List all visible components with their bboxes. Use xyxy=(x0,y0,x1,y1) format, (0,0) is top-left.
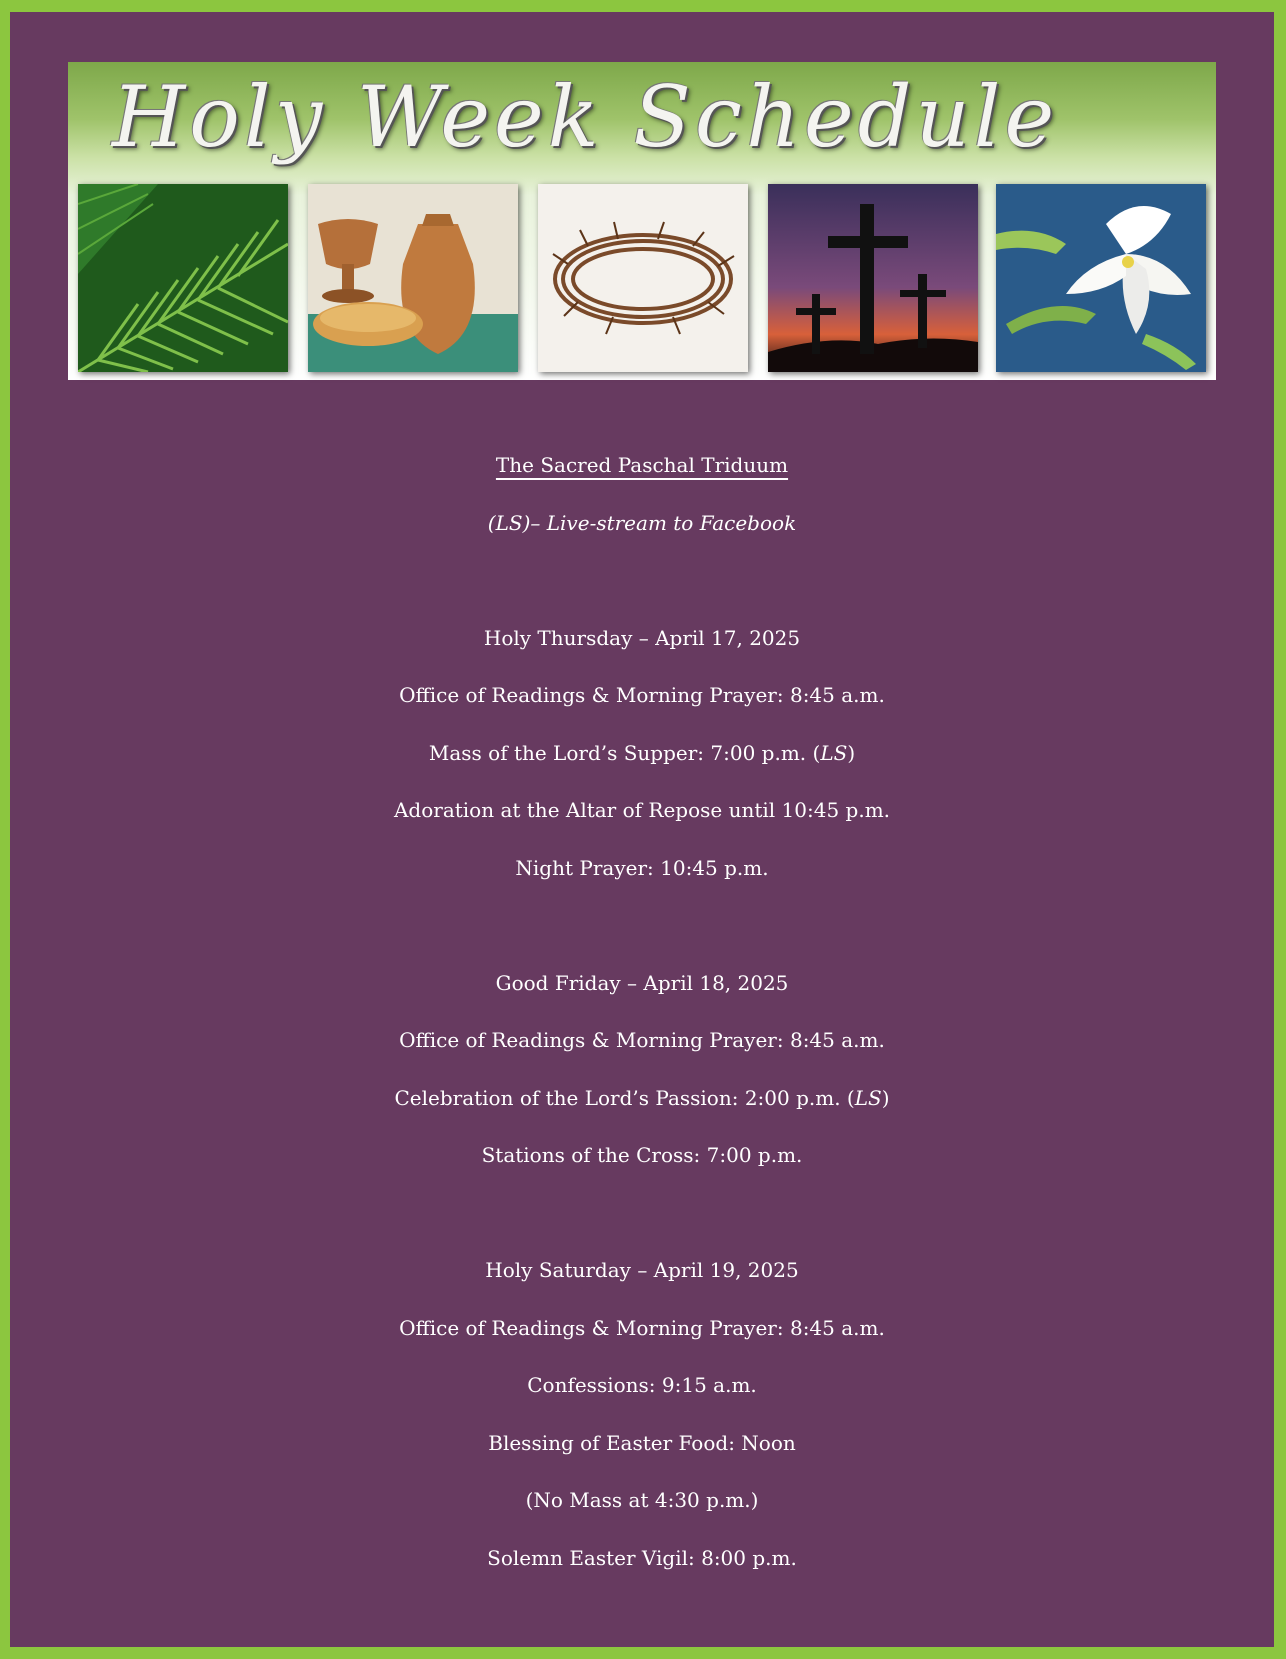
flyer-panel xyxy=(10,12,1274,1647)
schedule-item: Stations of the Cross: 7:00 p.m. xyxy=(481,1143,803,1167)
schedule-item: Solemn Easter Vigil: 8:00 p.m. xyxy=(487,1545,797,1570)
schedule-item: Office of Readings & Morning Prayer: 8:45 a.m. xyxy=(399,1315,885,1340)
easter-lily-icon xyxy=(996,184,1206,372)
schedule-item: Blessing of Easter Food: Noon xyxy=(488,1430,796,1455)
livestream-legend: (LS)– Live-stream to Facebook xyxy=(487,510,797,535)
crosses-icon xyxy=(768,184,978,372)
holy-week-banner xyxy=(68,62,1216,380)
schedule-item: Office of Readings & Morning Prayer: 8:45 a.m. xyxy=(399,1028,885,1052)
spacer xyxy=(10,897,1274,955)
schedule-item: Mass of the Lord’s Supper: 7:00 p.m. (LS) xyxy=(428,740,856,765)
schedule-item: Confessions: 9:15 a.m. xyxy=(527,1373,757,1397)
spacer xyxy=(10,1185,1274,1243)
day-title-saturday: Holy Saturday – April 19, 2025 xyxy=(485,1258,799,1282)
schedule-item: Office of Readings & Morning Prayer: 8:45 a.m. xyxy=(399,683,885,707)
day-title-friday: Good Friday – April 18, 2025 xyxy=(495,970,789,995)
schedule-item: (No Mass at 4:30 p.m.) xyxy=(525,1488,759,1512)
bread-and-wine-icon xyxy=(308,184,518,372)
spacer xyxy=(10,552,1274,610)
schedule-item: Celebration of the Lord’s Passion: 2:00 p.m. (LS) xyxy=(394,1085,890,1110)
triduum-heading: The Sacred Paschal Triduum xyxy=(495,453,789,477)
schedule-item: Adoration at the Altar of Repose until 10:45 p.m. xyxy=(393,798,891,822)
schedule xyxy=(10,437,1274,1587)
schedule-item: Night Prayer: 10:45 p.m. xyxy=(515,855,769,880)
palm-icon xyxy=(78,184,288,372)
day-title-thursday: Holy Thursday – April 17, 2025 xyxy=(483,625,801,650)
crown-of-thorns-icon xyxy=(538,184,748,372)
banner-tiles xyxy=(78,184,1206,372)
banner-title: Holy Week Schedule xyxy=(112,68,1059,166)
